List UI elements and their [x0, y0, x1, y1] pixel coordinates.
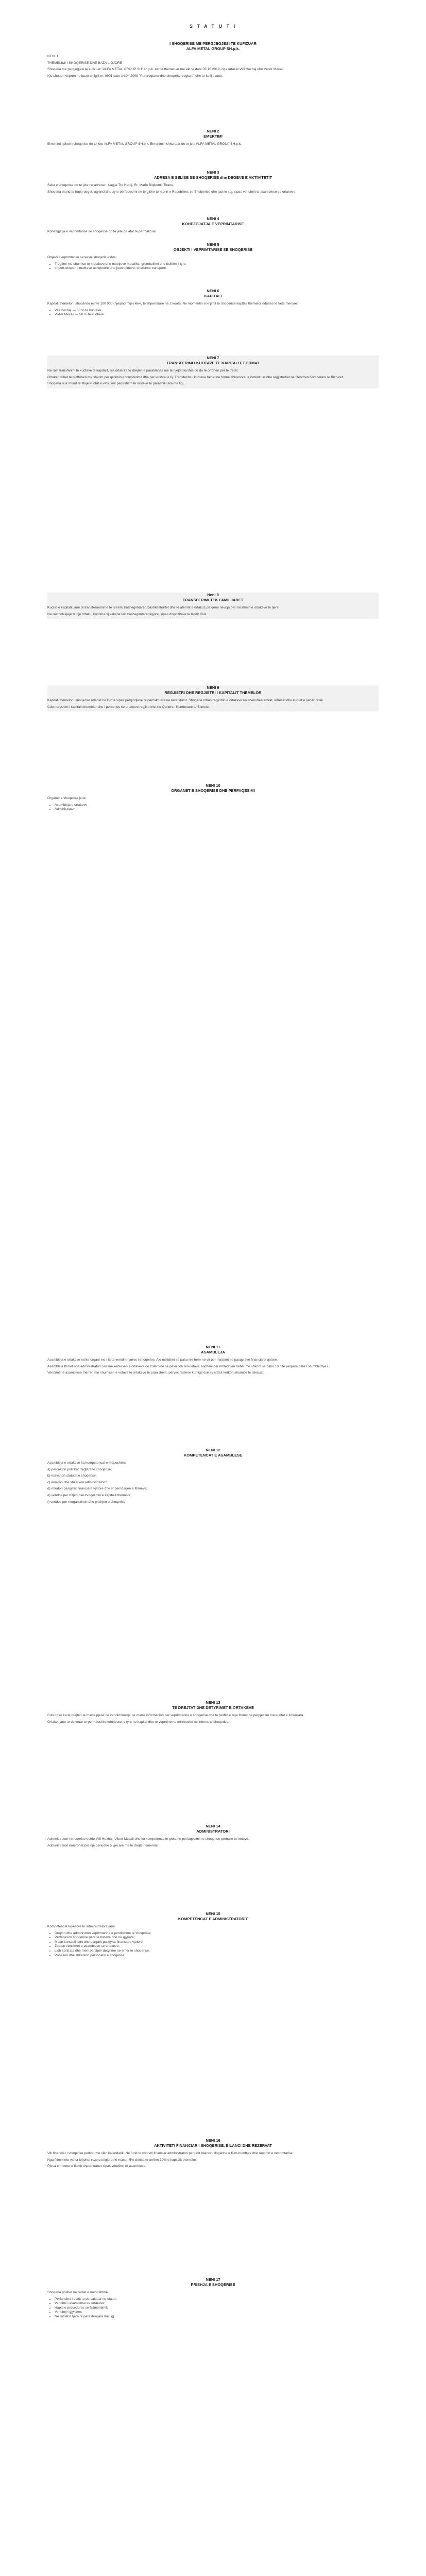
section-paragraph: Kohezgjatja e veprimtarise se shoqerise do te jete pa afat te perrcaktuar. [47, 230, 157, 233]
list-item: • Administratori [55, 807, 379, 812]
list-item: • Viktor Mecali — 50 % te kuotave [55, 313, 379, 317]
section-paragraph: Asambleja thirret nga administratori ose me kerkesen e ortakeve qe zoterojne se paku 5% te kuotave. Njoftimi per mbledhjen behet me shkrim se paku 10 dite perpara dates se mbledhjes. [47, 1364, 329, 1368]
section-paragraph: Objekti i veprimtarise se kesaj shoqerie eshte: [47, 256, 117, 259]
section-heading: NENI 4 KOHEZGJATJA E VEPRIMTARISE [182, 216, 244, 226]
section-paragraph: Pjesa e mbetur e fitimit shperndahet sipas vendimit te asamblese. [47, 2164, 147, 2168]
section-heading: NENI 2 EMERTIMI [203, 129, 223, 139]
list-item: • Tregtimi me shumice te metaleve dhe mbetjeve metalike, grumbullimi dhe riciklimi i tyre. [55, 262, 379, 267]
list-item: • Vendimi i asamblese se ortakeve; [55, 2301, 379, 2306]
section-9 [47, 685, 379, 711]
section-heading: NENI 14 ADMINISTRATORI [196, 1824, 230, 1834]
section-paragraph: Vendimet e asamblese merren me shumicen e votave te ortakeve te pranishem, pervec rasteve kur ligji ose ky statut kerkon shumice te cilesuar. [47, 1371, 265, 1375]
section-2 [47, 129, 379, 149]
section-paragraph: Administratori emerohet per nje periudhe 5 vjecare me te drejte riemerimi. [47, 1843, 159, 1848]
list-item: • Perfaqeson shoqerine para te treteve dhe ne gjykata; [55, 1936, 379, 1940]
section-paragraph: Administratori i shoqerise eshte Vllii Hoxhaj, Viktor Mecali dhe ka kompetenca te plota ne perfaqesimin e shoqerise perballe te treteve. [47, 1837, 249, 1841]
section-heading: NENI 9 REGJISTRI DHE REGJISTRI I KAPITALIT THEMELOR [164, 685, 262, 695]
section-paragraph: Shoqeria nuk mund te fitoje kuotat e veta, me perjashtim te rasteve te parashikuara me ligj. [47, 382, 184, 386]
list-item: • Hapja e procedures se falimentimit; [55, 2306, 379, 2311]
section-heading: NENI 16 AKTIVITETI FINANCIAR I SHOQERISE, BILANCI DHE REZERVAT [154, 2138, 272, 2148]
section-list [47, 2297, 379, 2319]
list-item: • Mban kontabilitetin dhe pergatit pasqyrat financiare vjetore; [55, 1940, 379, 1945]
section-paragraph: Ne rast vdekjeje te nje ortaku, kuotat e tij kalojne tek trashegimtaret ligjore, sipas dispozitave te Kodit Civil. [47, 612, 208, 616]
list-item: • Vendimi i gjykates; [55, 2310, 379, 2315]
section-paragraph: Viti financiar i shoqerise perkon me vitin kalendarik. Ne fund te cdo viti financiar administratori pergatit bilancin, llogarine e fitim-humbjes dhe raportin e veprimtarise. [47, 2151, 294, 2155]
section-paragraph: Organet e shoqerise jane: [47, 796, 87, 800]
section-paragraph: e) vendos per rritjen ose zvogelimin e kapitalit themelor; [47, 1493, 132, 1497]
section-14 [47, 1824, 379, 1850]
section-list [47, 1931, 379, 1958]
section-paragraph: Ne rast transferimi te kuotave te kapitalit, nje ortak ka te drejten e parablerjes me te njejtat kushte qe do te ofrohen per te tretet. [47, 369, 238, 372]
section-list [47, 803, 379, 812]
section-17 [47, 2277, 379, 2321]
list-item: • Drejton dhe administron veprimtarine e perditshme te shoqerise; [55, 1931, 379, 1936]
section-paragraph: NENI 1 [47, 55, 59, 58]
section-paragraph: Kjo shoqeri vepron ne baze te ligjit nr. 9901 date 14.04.2008 "Per tregtaret dhe shoqerite tregtare" dhe te ketij statuti. [47, 74, 223, 78]
section-5 [47, 242, 379, 273]
section-heading: NENI 11 ASAMBLEJA [201, 1345, 225, 1354]
section-paragraph: Ortaket duhet te njoftohen me shkrim per qellimin e transferimit dhe per kushtet e tij. Transferimi i kuotave behet ne forme shkresore te noterizuar dhe regjistrohet ne Qendren Kombetare te Biznesit. [47, 375, 344, 379]
section-heading: NENI 15 KOMPETENCAT E ADMINISTRATORIT [178, 1911, 248, 1921]
list-item: • Punëson dhe shkarkon personelin e shoqerise. [55, 1954, 379, 1958]
section-heading: NENI 3 ADRESA E SELISE SE SHOQERISE dhe DEGEVE E AKTIVITETIT [154, 170, 272, 180]
section-paragraph: Cdo ndryshim i kapitalit themelor dhe i perberjes se ortakeve regjistrohet ne Qendren Kombetare te Biznesit. [47, 705, 211, 709]
section-paragraph: THEMELIMI I SHOQERISE DHE BAZA LIGJORE [47, 61, 123, 65]
section-10 [47, 783, 379, 814]
section-paragraph: Shoqeria me pergjegjesi te kufizuar "ALFA METAL GROUP SH" sh.p.k. eshte themeluar me akt te date 03.10.2019, nga ortaket Vllii Hoxhaj dhe Viktor Mecali. [47, 67, 284, 72]
section-13 [47, 1700, 379, 1726]
statute-page [47, 0, 379, 2576]
section-paragraph: Shoqeria mund te hape deget, agjenci dhe zyre perfaqesimi ne te gjithe territorin e Republikes se Shqiperise dhe jashte saj, sipas vendimit te asamblese se ortakeve. [47, 190, 297, 194]
section-12 [47, 1448, 379, 1506]
section-paragraph: Kuotat e kapitalit jane te transferueshme te lira tek trashegimtaret, bashkeshortet dhe te afermit e ortakut, pa qene nevoja per miratimin e ortakeve te tjere. [47, 606, 280, 609]
document-title: S T A T U T I [189, 24, 237, 29]
list-item: • Perfundimi i afatit te percaktuar ne statut; [55, 2297, 379, 2302]
section-paragraph: Ortaket jane te detyruar te permbushin kontributet e tyre ne kapital dhe te veprojne ne mirebesim ne interes te shoqerise. [47, 1720, 229, 1724]
list-item: • Asambleja e ortakeve [55, 803, 379, 808]
section-16 [47, 2138, 379, 2171]
section-paragraph: b) ndryshon statutin e shoqerise; [47, 1474, 97, 1478]
list-item: • Zbaton vendimet e asamblese se ortakeve; [55, 1944, 379, 1949]
section-heading: NENI 7 TRANSFERIMI I KUOTAVE TE KAPITALIT, FORMAT [166, 355, 260, 365]
section-heading: Neni 8 TRANSFERIMI TEK FAMILJARET [182, 592, 244, 602]
section-heading: NENI 6 KAPITALI [204, 289, 222, 298]
section-paragraph: d) miraton pasqyrat financiare vjetore dhe shperndarjen e fitimeve; [47, 1487, 147, 1491]
section-heading: NENI 13 TE DREJTAT DHE DETYRIMET E ORTAKEVE [172, 1700, 254, 1710]
section-6 [47, 289, 379, 319]
section-paragraph: Cdo ortak ka te drejten te marre pjese ne vendimmarrje, te marre informacion per veprimtarine e shoqerise dhe te perfitoje nga fitimet ne perpjestim me kuotat e zoteruara. [47, 1714, 304, 1717]
section-heading: NENI 5 OBJEKTI I VEPRIMTARISE SE SHOQERISE [173, 242, 253, 252]
section-4 [47, 216, 379, 236]
section-paragraph: Nga fitimi neto vjetor krijohet rezerva ligjore ne masen 5% derisa te arrihet 10% e kapitalit themelor. [47, 2158, 197, 2162]
section-paragraph: Kompetencat kryesore te administratorit jane: [47, 1925, 116, 1928]
section-paragraph: Emertimi i plote i shoqerise do te jete ALFA METAL GROUP SH.p.k. Emertimi i shkurtuar do te jete ALFA METAL GROUP SH.p.k. [47, 142, 242, 146]
section-paragraph: c) emeron dhe shkarkon administratorin; [47, 1480, 109, 1484]
section-3 [47, 170, 379, 196]
list-item: • Vllii Hoxhaj — 50 % te kuotave [55, 309, 379, 313]
section-paragraph: Kapitali themelor i shoqerise ndahet ne kuota sipas perqindjeve te percaktuara ne kete statut. Shoqeria mban regjistrin e ortakeve ku shenohen emrat, adresat dhe kuotat e secilit ortak. [47, 699, 324, 702]
section-7 [47, 355, 379, 388]
section-list [47, 262, 379, 271]
list-item: • Lidh kontrata dhe merr persipër detyrime ne emer te shoqerise; [55, 1949, 379, 1954]
section-heading: NENI 17 PRISHJA E SHOQERISE [191, 2277, 235, 2287]
section-paragraph: a) percakton politikat tregtare te shoqerise; [47, 1467, 112, 1471]
section-paragraph: Shoqeria prishet ne rastet e meposhtme: [47, 2291, 109, 2294]
section-paragraph: Selia e shoqerise do te jete ne adresen: Lagjja Tre Heroj, Rr. Marin Biqikemi, Tirane. [47, 183, 174, 187]
section-paragraph: Asambleja e ortakeve ka kompetencat e meposhtme: [47, 1461, 128, 1465]
section-list [47, 309, 379, 317]
section-paragraph: Asambleja e ortakeve eshte organi me i larte vendimmarres i shoqerise. Ajo mblidhet se paku nje here ne vit per miratimin e pasqyrave financiare vjetore. [47, 1358, 278, 1362]
section-15 [47, 1911, 379, 1960]
section-heading: I SHOQERISE ME PERGJEGJESI TE KUFIZUAR ALFA METAL GROUP SH.p.k. [169, 41, 257, 51]
section-8 [47, 592, 379, 619]
section-paragraph: f) vendos per riorganizimin dhe prishjen e shoqerise. [47, 1500, 127, 1504]
section-heading: NENI 10 ORGANET E SHOQERISE DHE PERFAQESIMI [171, 783, 255, 793]
list-item: • Ne rastet e tjera te parashikuara me ligj. [55, 2315, 379, 2319]
section-1 [47, 41, 379, 80]
list-item: • Import-eksport i mallrave ushqimore dhe joushqimore, sherbime transporti. [55, 266, 379, 271]
section-heading: NENI 12 KOMPETENCAT E ASAMBLESE [183, 1448, 243, 1458]
section-11 [47, 1345, 379, 1378]
section-paragraph: Kapitali themelor i shoqerise eshte 100 000 (njeqind mije) leke, te shperndare ne 2 kuota. Ne momentin e krijimit te shoqerise kapitali themelor ndahet ne kete menyre: [47, 302, 298, 306]
